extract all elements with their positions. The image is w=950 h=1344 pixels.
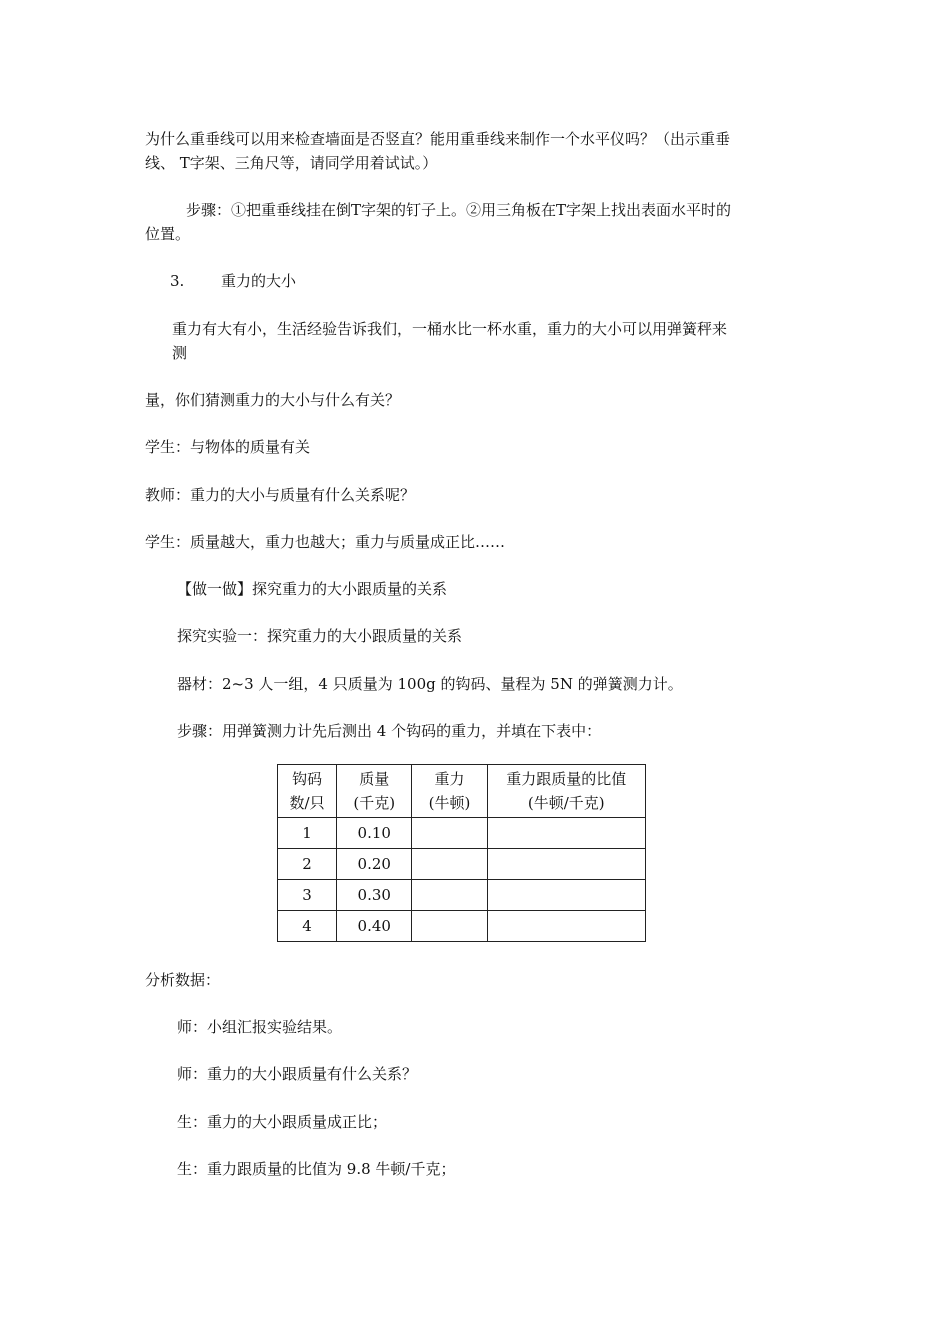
paragraph: 探究实验一：探究重力的大小跟质量的关系 [177, 627, 463, 645]
header-line: (牛顿) [428, 794, 471, 812]
header-line: (千克) [353, 794, 396, 812]
table-cell: 3 [278, 880, 337, 911]
header-line: 重力跟质量的比值 [506, 770, 627, 788]
paragraph: 学生：与物体的质量有关 [145, 438, 311, 456]
table-header [412, 765, 487, 818]
paragraph: 师：小组汇报实验结果。 [177, 1018, 343, 1036]
paragraph: 步骤：用弹簧测力计先后测出 4 个钩码的重力，并填在下表中： [177, 722, 602, 740]
paragraph: 学生：质量越大，重力也越大；重力与质量成正比…… [145, 533, 506, 551]
table-cell: 2 [278, 849, 337, 880]
paragraph-line: 为什么重垂线可以用来检查墙面是否竖直？能用重垂线来制作一个水平仪吗？（出示重垂 [145, 130, 731, 148]
table-cell [412, 849, 487, 880]
paragraph: 器材：2~3 人一组，4 只质量为 100g 的钩码、量程为 5N 的弹簧测力计。 [177, 675, 683, 693]
table-cell [412, 818, 487, 849]
paragraph-line: 重力有大有小，生活经验告诉我们，一桶水比一杯水重，重力的大小可以用弹簧秤来 [172, 320, 728, 338]
section-heading: 重力的大小 [221, 272, 297, 290]
table-cell: 1 [278, 818, 337, 849]
paragraph: 师：重力的大小跟质量有什么关系？ [177, 1065, 418, 1083]
table-cell: 0.30 [337, 880, 412, 911]
section-number: 3. [170, 272, 185, 290]
header-line: 钩码 [292, 770, 323, 788]
table-row [278, 818, 646, 849]
table-cell: 0.10 [337, 818, 412, 849]
paragraph: 量，你们猜测重力的大小与什么有关？ [145, 391, 401, 409]
header-line: 数/只 [289, 794, 325, 812]
table-header [278, 765, 337, 818]
paragraph-line: 步骤：①把重垂线挂在倒T字架的钉子上。②用三角板在T字架上找出表面水平时的 [186, 201, 732, 219]
paragraph-line: 位置。 [145, 225, 191, 243]
table-header [337, 765, 412, 818]
paragraph: 分析数据： [145, 971, 221, 989]
paragraph: 生：重力跟质量的比值为 9.8 牛顿/千克； [177, 1160, 456, 1178]
table-cell: 0.40 [337, 911, 412, 942]
paragraph-line: 线、 T字架、三角尺等，请同学用着试试。） [145, 154, 438, 172]
table-header [487, 765, 645, 818]
table-cell: 0.20 [337, 849, 412, 880]
table-header-row [278, 765, 646, 818]
table-row [278, 880, 646, 911]
header-line: 重力 [434, 770, 465, 788]
table-cell [487, 849, 645, 880]
table-cell: 4 [278, 911, 337, 942]
header-line: (牛顿/千克) [527, 794, 605, 812]
table-cell [487, 911, 645, 942]
table-cell [412, 880, 487, 911]
paragraph-line: 测 [172, 344, 188, 362]
table-cell [487, 818, 645, 849]
table-cell [412, 911, 487, 942]
table-row [278, 849, 646, 880]
paragraph: 教师：重力的大小与质量有什么关系呢？ [145, 486, 416, 504]
paragraph: 【做一做】探究重力的大小跟质量的关系 [177, 580, 448, 598]
table-row [278, 911, 646, 942]
paragraph: 生：重力的大小跟质量成正比； [177, 1113, 388, 1131]
data-table [277, 764, 646, 942]
header-line: 质量 [359, 770, 390, 788]
table-cell [487, 880, 645, 911]
